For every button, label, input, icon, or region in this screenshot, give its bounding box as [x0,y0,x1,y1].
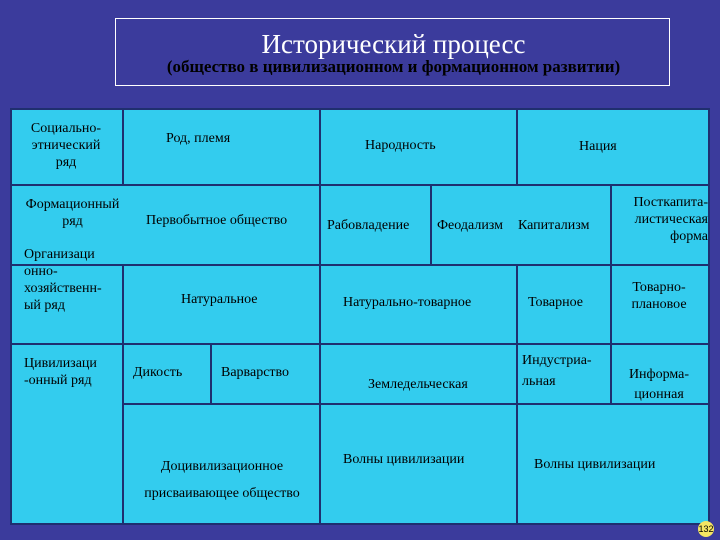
cell-savagery: Дикость [133,365,183,380]
label-line: ряд [62,214,83,229]
cell-capitalism: Капитализм [518,218,590,233]
cell-nationality: Народность [365,138,436,153]
cell-primitive: Первобытное общество [146,213,288,228]
cell-line: Информа- [628,367,690,382]
cell-agricultural: Земледельческая [368,377,468,392]
cell-commodity-planned [614,279,704,313]
civilization-row-label [24,355,97,389]
cell-slavery: Рабовладение [327,218,410,233]
cell-line: присваивающее общество [144,486,300,501]
cell-line: форма [670,229,708,244]
row-line [122,403,708,405]
label-line: ый ряд [24,298,65,313]
cell-line: плановое [631,297,687,312]
cell-industrial [522,352,592,390]
cell-line: Посткапита- [633,195,708,210]
page-number-badge: 132 [698,521,714,537]
col-line [708,108,710,525]
label-line: Социально- [30,121,102,136]
page-title: Исторический процесс [261,29,526,59]
cell-tribe: Род, племя [166,131,231,146]
formation-row-label [10,196,135,230]
row-line [10,184,710,186]
cell-line: Индустриа- [522,353,592,368]
cell-line: ционная [634,387,684,402]
col-line [210,343,212,403]
cell-barbarism: Варварство [221,365,290,380]
col-line [122,264,124,525]
col-line [319,108,321,525]
cell-natural: Натуральное [181,292,258,307]
label-line: Формационный [25,197,120,212]
label-line: Цивилизаци [24,356,97,371]
cell-precivilizational [125,458,319,502]
title-box [115,18,670,86]
cell-line: льная [522,374,556,389]
cell-postcapitalist [610,194,708,245]
col-line [430,184,432,264]
label-line: -онный ряд [24,373,92,388]
label-line: онно- [24,264,58,279]
cell-nation: Нация [579,139,617,154]
cell-line: Товарно- [632,280,686,295]
cell-line: Доцивилизационное [160,459,284,474]
row-line [10,523,710,525]
cell-wave-2: Волны цивилизации [534,457,656,472]
col-line [516,108,518,184]
cell-line: листическая [634,212,708,227]
economic-row-label [24,246,102,314]
label-line: хозяйственн- [24,281,102,296]
label-line: этнический [31,138,101,153]
cell-feudalism: Феодализм [437,218,504,233]
row-line [10,108,710,110]
cell-natural-commodity: Натурально-товарное [343,295,472,310]
label-line: ряд [55,155,77,170]
label-line: Организаци [24,247,95,262]
history-table [10,108,710,525]
row-line [10,343,710,345]
cell-informational [614,366,704,403]
page-subtitle: (общество в цивилизационном и формационном развитии) [166,57,621,76]
col-line [122,108,124,184]
cell-commodity: Товарное [528,295,584,310]
ethnic-row-label [10,120,122,171]
col-line [516,264,518,523]
row-line [10,264,710,266]
cell-wave-1: Волны цивилизации [343,452,465,467]
